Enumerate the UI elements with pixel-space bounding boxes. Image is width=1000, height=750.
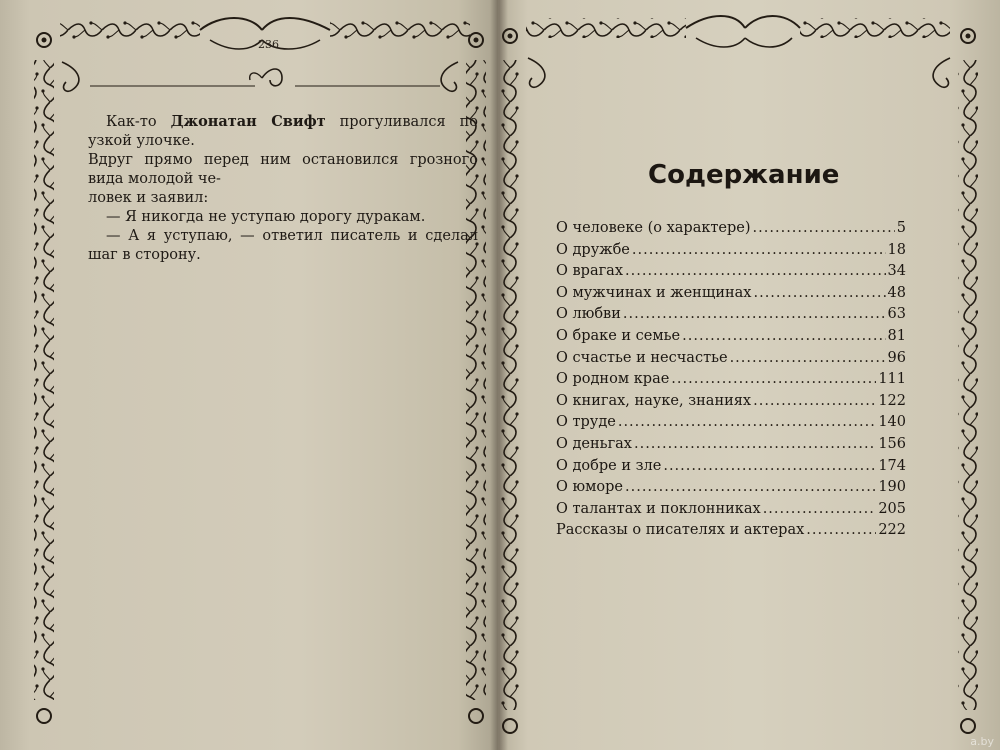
toc-entry-page: 18 — [887, 241, 906, 258]
anecdote-text — [88, 112, 478, 265]
toc-leader-dots — [806, 522, 876, 538]
toc-leader-dots — [623, 306, 886, 322]
toc-leader-dots — [618, 414, 876, 430]
toc-entry — [556, 328, 906, 350]
page-number: 236 — [258, 38, 279, 51]
toc-entry — [556, 522, 906, 544]
toc-leader-dots — [663, 458, 876, 474]
toc-entry — [556, 306, 906, 328]
toc-entry-page: 174 — [878, 457, 906, 474]
toc-entry-page: 5 — [896, 220, 906, 236]
toc-entry — [556, 371, 906, 393]
toc-entry-label: О деньгах — [556, 435, 632, 452]
toc-leader-dots — [632, 242, 886, 258]
toc-entry-label: О книгах, науке, знаниях — [556, 392, 752, 409]
toc-entry-label: О родном крае — [556, 371, 670, 388]
text-run: прогуливался по узкой улочке. — [88, 114, 478, 149]
toc-entry-page: 34 — [887, 263, 906, 280]
toc-leader-dots — [763, 501, 877, 517]
author-name: Джонатан Свифт — [170, 113, 326, 130]
toc-leader-dots — [753, 220, 895, 236]
toc-leader-dots — [625, 263, 886, 279]
toc-leader-dots — [625, 479, 876, 495]
toc-leader-dots — [634, 436, 876, 452]
table-of-contents — [556, 220, 906, 544]
toc-entry — [556, 220, 906, 242]
toc-entry-page: 63 — [887, 306, 906, 323]
toc-entry-label: О добре и зле — [556, 457, 662, 474]
toc-entry-page: 140 — [878, 414, 906, 431]
toc-entry — [556, 285, 906, 307]
toc-entry-page: 122 — [878, 392, 906, 409]
toc-entry-label: О труде — [556, 414, 616, 431]
toc-leader-dots — [753, 285, 885, 301]
toc-entry-label: О талантах и поклонниках — [556, 500, 761, 517]
toc-entry — [556, 436, 906, 458]
toc-entry-label: О браке и семье — [556, 327, 681, 344]
toc-entry-label: О любви — [556, 306, 621, 323]
toc-entry-page: 205 — [878, 500, 906, 517]
anecdote-line-3: ловек и заявил: — [88, 190, 209, 206]
toc-entry-page: 190 — [878, 479, 906, 496]
toc-entry — [556, 414, 906, 436]
toc-entry-page: 48 — [887, 284, 906, 301]
text-run: Как-то — [106, 114, 171, 130]
toc-entry — [556, 479, 906, 501]
anecdote-line-5: — А я уступаю, — ответил писатель и сделал шаг в сторону. — [88, 228, 478, 263]
toc-entry-page: 81 — [887, 327, 906, 344]
toc-entry-page: 96 — [887, 349, 906, 366]
toc-leader-dots — [682, 328, 885, 344]
watermark: a.by — [970, 735, 994, 748]
toc-entry-label: О мужчинах и женщинах — [556, 284, 752, 301]
toc-entry-label: О юморе — [556, 479, 623, 496]
toc-leader-dots — [671, 371, 876, 387]
toc-entry — [556, 263, 906, 285]
toc-entry-page: 156 — [878, 435, 906, 452]
toc-entry-label: О дружбе — [556, 241, 630, 258]
toc-entry — [556, 501, 906, 523]
toc-entry-page: 111 — [878, 371, 906, 388]
toc-entry — [556, 393, 906, 415]
toc-entry — [556, 458, 906, 480]
contents-title: Содержание — [648, 160, 840, 190]
toc-leader-dots — [730, 350, 886, 366]
toc-entry-label: О врагах — [556, 263, 624, 280]
toc-entry-label: О человеке (о характере) — [556, 220, 751, 236]
toc-leader-dots — [753, 393, 876, 409]
anecdote-line-4: — Я никогда не уступаю дорогу дуракам. — [106, 209, 426, 225]
toc-entry-label: О счастье и несчастье — [556, 349, 728, 366]
toc-entry — [556, 242, 906, 264]
toc-entry-label: Рассказы о писателях и актерах — [556, 522, 805, 539]
toc-entry-page: 222 — [878, 522, 906, 539]
anecdote-line-2: Вдруг прямо перед ним остановился грозного вида молодой че- — [88, 152, 478, 187]
anecdote-line-1 — [88, 112, 478, 151]
toc-entry — [556, 350, 906, 372]
